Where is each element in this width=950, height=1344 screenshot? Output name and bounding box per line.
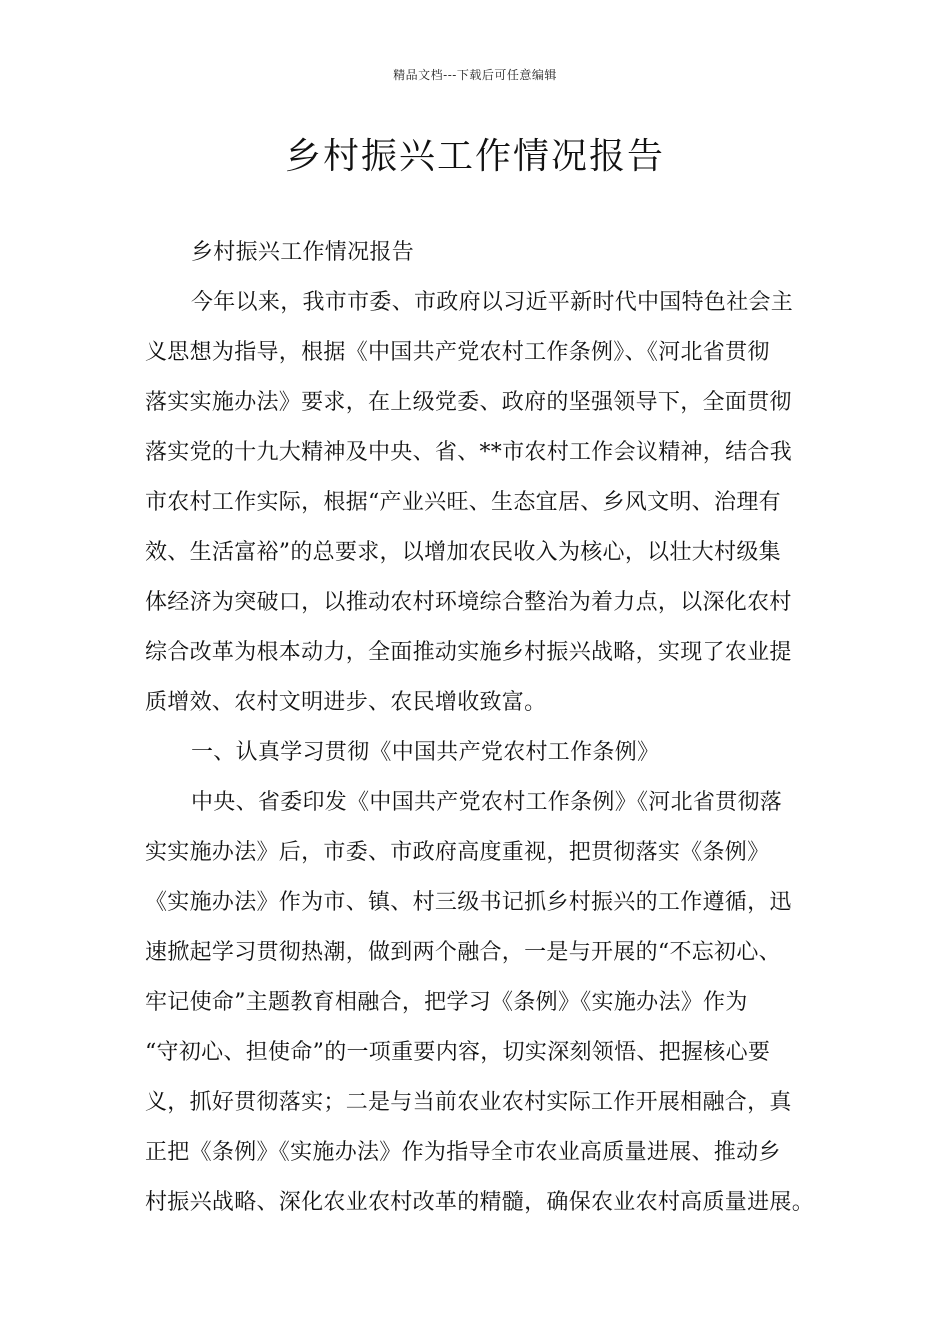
paragraph-line: 《实施办法》作为市、镇、村三级书记抓乡村振兴的工作遵循，迅 [145,890,792,915]
paragraph-line: 中央、省委印发《中国共产党农村工作条例》《河北省贯彻落 [191,790,783,815]
paragraph-line: 市农村工作实际，根据“产业兴旺、生态宜居、乡风文明、治理有 [145,490,781,515]
paragraph-line: 正把《条例》《实施办法》作为指导全市农业高质量进展、推动乡 [145,1140,781,1165]
paragraph-line: 效、生活富裕”的总要求，以增加农民收入为核心，以壮大村级集 [145,540,781,565]
header-note: 精品文档---下载后可任意编辑 [393,68,557,82]
paragraph-line: 质增效、农村文明进步、农民增收致富。 [145,690,547,715]
paragraph-line: 落实实施办法》要求，在上级党委、政府的坚强领导下，全面贯彻 [145,390,792,415]
paragraph-line: 村振兴战略、深化农业农村改革的精髓，确保农业农村高质量进展。 [145,1190,815,1215]
document-title: 乡村振兴工作情况报告 [284,136,665,177]
paragraph-subtitle: 乡村振兴工作情况报告 [191,240,415,265]
paragraph-line: 实实施办法》后，市委、市政府高度重视，把贯彻落实《条例》 [145,840,770,865]
paragraph-line: 义思想为指导，根据《中国共产党农村工作条例》、《河北省贯彻 [145,340,770,365]
paragraph-line: “守初心、担使命”的一项重要内容，切实深刻领悟、把握核心要 [145,1040,771,1065]
paragraph-line: 体经济为突破口，以推动农村环境综合整治为着力点，以深化农村 [145,590,792,615]
paragraph-line: 牢记使命”主题教育相融合，把学习《条例》《实施办法》作为 [145,990,748,1015]
paragraph-line: 速掀起学习贯彻热潮，做到两个融合，一是与开展的“不忘初心、 [145,940,781,965]
paragraph-line: 落实党的十九大精神及中央、省、**市农村工作会议精神，结合我 [145,440,793,465]
paragraph-line: 今年以来，我市市委、市政府以习近平新时代中国特色社会主 [191,290,794,315]
document-body [145,228,815,1228]
paragraph-line: 综合改革为根本动力，全面推动实施乡村振兴战略，实现了农业提 [145,640,792,665]
paragraph-line: 义，抓好贯彻落实；二是与当前农业农村实际工作开展相融合，真 [145,1090,792,1115]
section-heading: 一、认真学习贯彻《中国共产党农村工作条例》 [191,740,660,765]
